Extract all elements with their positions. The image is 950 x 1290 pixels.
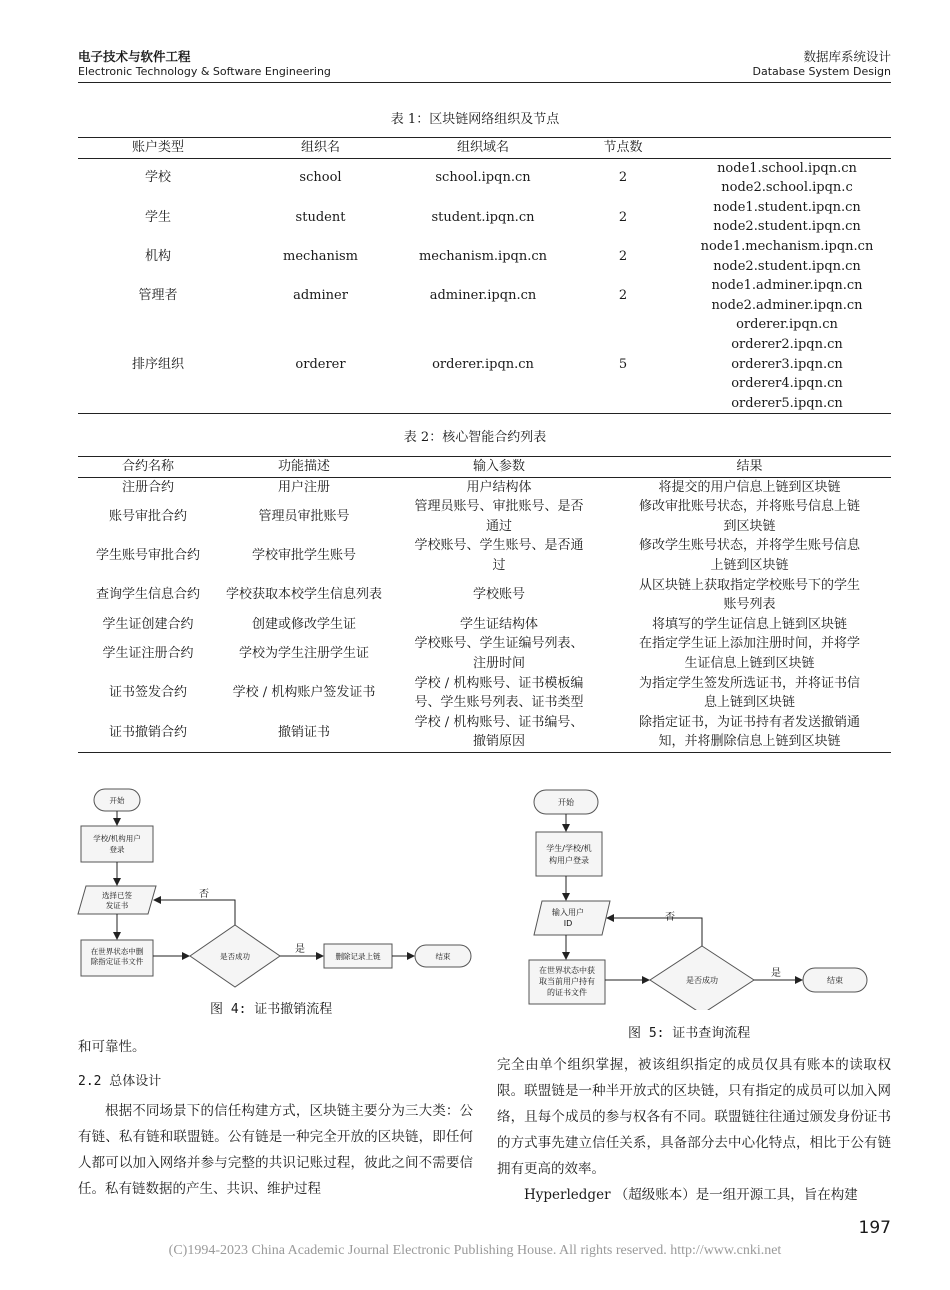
node-list-cell-line: node2.student.ipqn.cn [713,258,861,274]
fig5-no-label: 否 [665,912,675,923]
running-header-right [753,47,891,78]
running-header-left [78,47,331,78]
figure5-caption: 图 5: 证书查询流程 [628,1026,751,1041]
fig4-end-label: 结束 [435,952,451,961]
fig5-fetch-label-3: 的证书文件 [547,988,587,997]
fig4-select-label-2: 发证书 [105,901,129,910]
table2-row [78,713,891,753]
contract-result-cell-line: 修改学生账号状态，并将学生账号信息 [638,538,860,554]
org-domain-cell: mechanism.ipqn.cn [418,248,548,264]
fig5-login-label-1: 学生/学校/机 [546,844,592,853]
contract-input-cell-line: 学校账号、学生证编号列表、 [414,636,584,652]
contract-result-cell-line: 修改审批账号状态，并将账号信息上链 [638,499,860,515]
contract-result-cell-line: 除指定证书，为证书持有者发送撤销通 [638,714,860,730]
fig5-fetch-label-1: 在世界状态中获 [539,966,595,975]
org-domain-cell: student.ipqn.cn [431,209,535,225]
node-list-cell [683,158,891,198]
contract-result-cell [608,634,891,673]
fig4-no-label: 否 [199,889,209,900]
org-domain-cell: school.ipqn.cn [435,170,531,186]
table2-row [78,477,891,497]
table1-header-cell: 组织名 [238,138,403,159]
contract-result-cell [608,615,891,635]
fig5-success-label: 是否成功 [686,976,718,985]
org-name-cell: orderer [238,315,403,413]
fig5-input-label-1: 输入用户 [552,908,584,917]
contract-input-cell-line: 用户结构体 [466,479,532,495]
contract-result-cell-line: 账号列表 [723,597,776,613]
contract-input-cell-line: 学生证结构体 [459,616,538,632]
node-count-cell: 2 [618,287,628,303]
fig5-end-label: 结束 [827,976,843,985]
contract-desc-cell: 学校审批学生账号 [251,548,356,564]
contract-name-cell: 学生证创建合约 [102,616,194,632]
org-domain-cell: orderer.ipqn.cn [403,315,563,413]
contract-input-cell [390,536,608,575]
fig5-yes-label: 是 [771,968,781,979]
contract-desc-cell: 学校获取本校学生信息列表 [225,587,382,603]
table1-row [78,158,891,198]
node-count-cell: 5 [563,315,683,413]
contract-input-cell-line: 号、学生账号列表、证书类型 [414,695,584,711]
node-list-cell-line: node1.adminer.ipqn.cn [711,278,863,294]
table1-header-cell: 组织域名 [403,138,563,159]
journal-title-cn: 电子技术与软件工程 [78,49,191,64]
section-heading: 2.2 总体设计 [78,1074,162,1089]
node-list-cell [683,198,891,237]
node-list-cell-line: node1.mechanism.ipqn.cn [700,238,874,254]
left-column-tail [78,1034,473,1060]
figure4-flowchart [70,780,490,990]
table1-row [78,315,891,413]
contract-name-cell: 注册合约 [121,479,174,495]
contract-desc-cell: 创建或修改学生证 [251,616,356,632]
paragraph-3: Hyperledger （超级账本）是一组开源工具，旨在构建 [524,1187,858,1203]
node-list-cell [683,237,891,276]
contract-input-cell-line: 学校 / 机构账号、证书模板编 [414,675,584,691]
fig4-delete-ws-label-1: 在世界状态中删 [90,947,144,956]
fig4-yes-label: 是 [295,944,305,955]
contract-input-cell [390,477,608,497]
contract-desc-cell: 撤销证书 [218,713,390,753]
node-count-cell: 2 [618,209,628,225]
account-type-cell: 管理者 [138,287,178,303]
table1 [78,137,891,414]
node-list-cell-line: node1.student.ipqn.cn [713,199,861,215]
contract-result-cell [608,674,891,713]
contract-input-cell-line: 撤销原因 [472,734,525,750]
contract-desc-cell: 学校为学生注册学生证 [238,646,369,662]
table1-header-cell: 节点数 [563,138,683,159]
fig4-delete-ws-label-2: 除指定证书文件 [90,957,144,966]
account-type-cell: 机构 [144,248,171,264]
table2-header-cell: 功能描述 [218,457,390,478]
contract-result-cell [608,477,891,497]
table1-header-cell: 账户类型 [78,138,238,159]
table2-header-cell: 合约名称 [78,457,218,478]
node-list-cell-line: node2.student.ipqn.cn [713,219,861,235]
contract-input-cell-line: 学校账号、学生账号、是否通 [414,538,584,554]
fig5-login-node [536,832,602,876]
contract-result-cell-line: 将填写的学生证信息上链到区块链 [651,616,847,632]
table2-caption: 表 2：核心智能合约列表 [403,430,547,445]
table1-row [78,198,891,237]
figure4-caption: 图 4: 证书撤销流程 [210,1002,333,1017]
left-tail-text: 和可靠性。 [78,1039,146,1055]
node-count-cell: 2 [618,170,628,186]
contract-input-cell-line: 注册时间 [472,655,525,671]
node-count-cell: 2 [618,248,628,264]
contract-result-cell [608,536,891,575]
contract-result-cell [608,576,891,615]
node-list-cell-line: orderer3.ipqn.cn [731,356,843,372]
page-number: 197 [858,1218,891,1238]
contract-desc-cell: 管理员审批账号 [258,508,350,524]
contract-input-cell-line: 管理员账号、审批账号、是否 [414,499,584,515]
fig4-select-label-1: 选择已签 [102,891,132,900]
contract-name-cell: 学生证注册合约 [102,646,194,662]
table1-header-cell [683,138,891,159]
section-title-en: Database System Design [752,65,891,78]
journal-title-en: Electronic Technology & Software Engineering [78,65,331,78]
contract-input-cell [390,713,608,753]
paragraph-2: 完全由单个组织掌握，被该组织指定的成员仅具有账本的读取权限。联盟链是一种半开放式的区块链，只有指定的成员可以加入网络，且每个成员的参与权各有不同。联盟链往往通过颁发身份证书的方式事先建立信任关系，具备部分去中心化特点，相比于公有链拥有更高的效率。 [497,1057,891,1177]
contract-desc-cell: 学校 / 机构账户签发证书 [232,685,376,701]
contract-result-cell-line: 知，并将删除信息上链到区块链 [658,734,841,750]
org-name-cell: adminer [293,287,348,303]
contract-result-cell [608,713,891,753]
contract-result-cell-line: 息上链到区块链 [703,695,795,711]
fig5-input-label-2: ID [563,919,573,928]
right-column-paragraph [497,1052,891,1208]
fig4-delete-record-label: 删除记录上链 [335,952,381,961]
table2 [78,456,891,753]
org-name-cell: school [299,170,342,186]
fig5-fetch-label-2: 取当前用户持有 [539,977,595,986]
fig5-input-node [534,901,610,935]
contract-result-cell-line: 生证信息上链到区块链 [684,655,815,671]
contract-result-cell-line: 为指定学生签发所选证书，并将证书信 [638,675,860,691]
fig5-start-label: 开始 [558,798,574,807]
contract-result-cell-line: 到区块链 [723,518,776,534]
contract-result-cell-line: 上链到区块链 [710,557,789,573]
table2-row [78,615,891,635]
copyright-footer: (C)1994-2023 China Academic Journal Electronic Publishing House. All rights reserved. http://www.cnki.net [168,1243,782,1258]
node-list-cell-line: orderer2.ipqn.cn [731,336,843,352]
contract-input-cell [390,674,608,713]
table1-caption: 表 1：区块链网络组织及节点 [390,112,560,127]
figure5-flowchart [520,780,900,1010]
fig4-start-label: 开始 [109,796,125,805]
node-list-cell-line: node1.school.ipqn.cn [717,160,857,176]
contract-input-cell-line: 学校 / 机构账号、证书编号、 [414,714,584,730]
account-type-cell: 学校 [144,170,171,186]
contract-input-cell [390,497,608,536]
account-type-cell: 学生 [144,209,171,225]
contract-name-cell: 证书撤销合约 [78,713,218,753]
contract-result-cell [608,497,891,536]
contract-result-cell-line: 从区块链上获取指定学校账号下的学生 [638,577,860,593]
org-domain-cell: adminer.ipqn.cn [429,287,537,303]
contract-input-cell-line: 通过 [485,518,512,534]
table2-row [78,674,891,713]
contract-input-cell-line: 学校账号 [472,587,525,603]
contract-input-cell [390,576,608,615]
node-list-cell [683,276,891,315]
table2-header-cell: 输入参数 [390,457,608,478]
account-type-cell: 排序组织 [78,315,238,413]
table2-row [78,497,891,536]
contract-desc-cell: 用户注册 [277,479,330,495]
table1-row [78,276,891,315]
section-title-cn: 数据库系统设计 [803,49,891,64]
table2-row [78,634,891,673]
left-column-paragraph [78,1098,473,1202]
contract-result-cell-line: 在指定学生证上添加注册时间，并将学 [638,636,860,652]
paragraph-1: 根据不同场景下的信任构建方式，区块链主要分为三大类：公有链、私有链和联盟链。公有链是一种完全开放的区块链，即任何人都可以加入网络并参与完整的共识记账过程，彼此之间不需要信任。私有链数据的产生、共识、维护过程 [78,1103,473,1197]
node-list-cell-line: orderer5.ipqn.cn [731,395,843,411]
fig4-login-node [81,826,153,862]
org-name-cell: student [295,209,346,225]
contract-input-cell [390,634,608,673]
table2-row [78,576,891,615]
fig4-login-label-1: 学校/机构用户 [93,834,141,843]
node-list-cell-line: orderer4.ipqn.cn [731,376,843,392]
contract-name-cell: 查询学生信息合约 [95,587,200,603]
contract-name-cell: 证书签发合约 [108,685,187,701]
node-list-cell-line: orderer.ipqn.cn [736,317,838,333]
fig4-success-label: 是否成功 [220,952,250,961]
fig4-login-label-2: 登录 [109,845,125,854]
table2-row [78,536,891,575]
contract-input-cell [390,615,608,635]
contract-name-cell: 账号审批合约 [108,508,187,524]
table1-row [78,237,891,276]
fig5-login-label-2: 构用户登录 [549,856,589,865]
org-name-cell: mechanism [283,248,358,264]
header-rule [78,82,891,83]
contract-result-cell-line: 将提交的用户信息上链到区块链 [658,479,841,495]
node-list-cell [683,315,891,413]
table2-header-cell: 结果 [608,457,891,478]
contract-name-cell: 学生账号审批合约 [95,548,200,564]
contract-input-cell-line: 过 [492,557,506,573]
node-list-cell-line: node2.adminer.ipqn.cn [711,297,863,313]
node-list-cell-line: node2.school.ipqn.c [721,180,853,196]
